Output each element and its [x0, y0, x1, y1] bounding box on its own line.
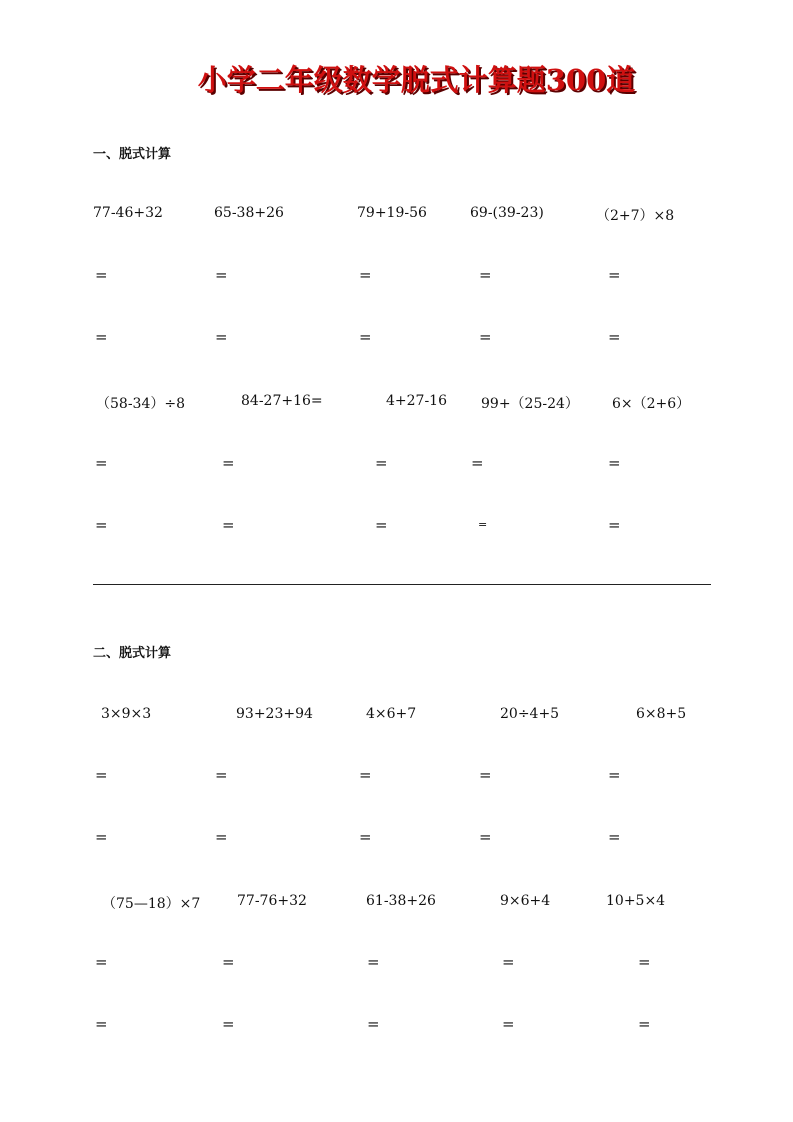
section-2-heading: 二、脱式计算 — [93, 646, 172, 661]
section-1-heading: 一、脱式计算 — [93, 147, 172, 162]
equals-line: = — [375, 516, 388, 534]
equals-line: = — [359, 266, 372, 284]
equals-line: = — [367, 1015, 380, 1033]
equals-line: = — [222, 1015, 235, 1033]
equals-line: = — [95, 266, 108, 284]
equals-line-small: = — [478, 518, 488, 531]
equals-line: = — [479, 266, 492, 284]
equals-line: = — [608, 266, 621, 284]
problem-1-4: 69-(39-23) — [470, 205, 544, 221]
problem-1-3: 79+19-56 — [357, 205, 427, 221]
equals-line: = — [215, 828, 228, 846]
problem-1-6: （58-34）÷8 — [96, 396, 185, 412]
equals-line: = — [95, 1015, 108, 1033]
problem-1-5: （2+7）×8 — [596, 208, 675, 224]
equals-line: = — [222, 454, 235, 472]
equals-line: = — [95, 516, 108, 534]
equals-line: = — [375, 454, 388, 472]
equals-line: = — [502, 953, 515, 971]
equals-line: = — [95, 328, 108, 346]
problem-2-1: 3×9×3 — [101, 706, 152, 722]
equals-line: = — [471, 454, 484, 472]
equals-line: = — [95, 766, 108, 784]
equals-line: = — [215, 266, 228, 284]
equals-line: = — [608, 454, 621, 472]
equals-line: = — [502, 1015, 515, 1033]
problem-1-7: 84-27+16= — [241, 393, 323, 409]
problem-2-9: 9×6+4 — [500, 893, 551, 909]
equals-line: = — [479, 828, 492, 846]
page-title: 小学二年级数学脱式计算题300道 — [197, 63, 636, 97]
equals-line: = — [95, 828, 108, 846]
problem-2-4: 20÷4+5 — [500, 706, 560, 722]
equals-line: = — [608, 766, 621, 784]
problem-2-10: 10+5×4 — [606, 893, 666, 909]
problem-2-3: 4×6+7 — [366, 706, 417, 722]
equals-line: = — [215, 766, 228, 784]
equals-line: = — [359, 828, 372, 846]
equals-line: = — [222, 516, 235, 534]
problem-1-8: 4+27-16 — [386, 393, 447, 409]
equals-line: = — [608, 516, 621, 534]
problem-2-2: 93+23+94 — [236, 706, 313, 722]
equals-line: = — [359, 766, 372, 784]
equals-line: = — [479, 766, 492, 784]
equals-line: = — [95, 454, 108, 472]
problem-2-5: 6×8+5 — [636, 706, 687, 722]
equals-line: = — [608, 828, 621, 846]
problem-2-8: 61-38+26 — [366, 893, 436, 909]
equals-line: = — [359, 328, 372, 346]
equals-line: = — [479, 328, 492, 346]
equals-line: = — [222, 953, 235, 971]
problem-2-6: （75—18）×7 — [102, 896, 201, 912]
problem-1-9: 99+（25-24） — [481, 396, 579, 412]
equals-line: = — [215, 328, 228, 346]
problem-1-1: 77-46+32 — [93, 205, 163, 221]
equals-line: = — [638, 1015, 651, 1033]
equals-line: = — [95, 953, 108, 971]
section-divider — [93, 584, 711, 585]
problem-1-2: 65-38+26 — [214, 205, 284, 221]
equals-line: = — [638, 953, 651, 971]
problem-2-7: 77-76+32 — [237, 893, 307, 909]
equals-line: = — [367, 953, 380, 971]
equals-line: = — [608, 328, 621, 346]
problem-1-10: 6×（2+6） — [612, 396, 691, 412]
